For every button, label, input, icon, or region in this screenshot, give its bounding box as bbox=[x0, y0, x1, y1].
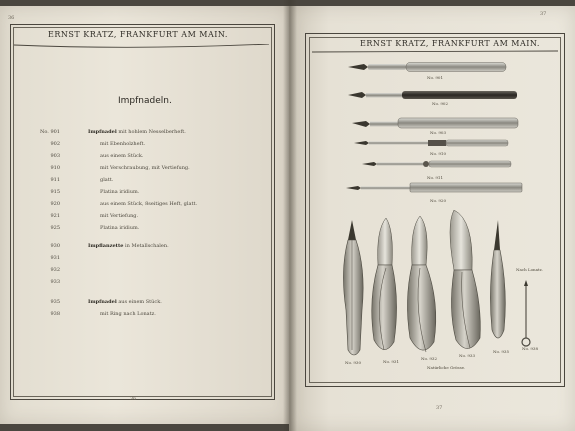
catalog-item-name: Impfnadel bbox=[88, 299, 117, 305]
left-page-header: ERNST KRATZ, FRANKFURT AM MAIN. bbox=[48, 30, 228, 39]
catalog-row bbox=[0, 213, 260, 224]
catalog-number: No. 901 bbox=[39, 129, 60, 135]
catalog-number: 925 bbox=[50, 225, 60, 231]
catalog-description: Impflanzette in Metallschalen. bbox=[88, 243, 169, 249]
label-932: No. 932 bbox=[421, 356, 438, 361]
lancet-933 bbox=[450, 210, 480, 349]
header-rule bbox=[14, 44, 270, 52]
catalog-row bbox=[0, 225, 260, 236]
catalog-description: mit Vertiefung. bbox=[100, 213, 139, 219]
book-gutter bbox=[283, 0, 297, 431]
left-footer-page-number: 36 bbox=[130, 396, 137, 402]
catalog-number: 903 bbox=[50, 153, 60, 159]
catalog-description: aus einem Stück. bbox=[100, 153, 144, 159]
catalog-row bbox=[0, 153, 260, 164]
label-920: No. 920 bbox=[430, 198, 447, 203]
catalog-row bbox=[0, 299, 260, 310]
catalog-row bbox=[0, 311, 260, 322]
label-910: No. 910 bbox=[430, 151, 447, 156]
catalog-description: mit Verschraubung, mit Vertiefung. bbox=[100, 165, 190, 171]
lancet-930 bbox=[343, 220, 363, 355]
label-935: No. 935 bbox=[493, 349, 510, 354]
caption-natural-size: Natürliche Grösse. bbox=[427, 365, 466, 370]
catalog-row bbox=[0, 129, 260, 140]
catalog-number: 915 bbox=[50, 189, 60, 195]
label-933: No. 933 bbox=[459, 353, 476, 358]
label-901: No. 901 bbox=[427, 75, 444, 80]
lancet-932 bbox=[407, 216, 435, 352]
lancet-931 bbox=[372, 218, 397, 350]
catalog-row bbox=[0, 279, 260, 290]
right-header-rule bbox=[312, 50, 558, 54]
catalog-description: glatt. bbox=[100, 177, 114, 183]
needle-911 bbox=[362, 161, 511, 167]
lancet-935 bbox=[490, 220, 505, 338]
catalog-item-name: Impflanzette bbox=[88, 243, 124, 249]
lancets-illustration bbox=[334, 210, 544, 360]
catalog-description: mit Ring nach Lonatz. bbox=[100, 311, 156, 317]
catalog-number: 933 bbox=[50, 279, 60, 285]
catalog-item-name: Impfnadel bbox=[88, 129, 117, 135]
catalog-description: Impfnadel aus einem Stück. bbox=[88, 299, 162, 305]
page-title: Impfnadeln. bbox=[118, 96, 172, 106]
catalog-description: aus einem Stück, 8seitiges Heft, glatt. bbox=[100, 201, 198, 207]
catalog-row bbox=[0, 141, 260, 152]
note-nach-lonatz: Nach Lonatz. bbox=[516, 267, 543, 272]
catalog-number: 938 bbox=[50, 311, 60, 317]
needle-920 bbox=[346, 183, 522, 192]
lancet-938 bbox=[522, 280, 530, 346]
needle-902 bbox=[348, 91, 517, 99]
catalog-row bbox=[0, 267, 260, 278]
right-footer-page-number: 37 bbox=[436, 405, 443, 411]
label-902: No. 902 bbox=[432, 101, 449, 106]
catalog-row bbox=[0, 165, 260, 176]
right-page-header: ERNST KRATZ, FRANKFURT AM MAIN. bbox=[360, 39, 540, 48]
catalog-description: mit Ebenholzheft. bbox=[100, 141, 146, 147]
catalog-number: 911 bbox=[50, 177, 60, 183]
catalog-row bbox=[0, 189, 260, 200]
catalog-description: Impfnadel mit hohlem Nesselberheft. bbox=[88, 129, 186, 135]
catalog-row bbox=[0, 255, 260, 266]
needle-910 bbox=[354, 140, 508, 146]
label-930: No. 930 bbox=[345, 360, 362, 365]
catalog-number: 921 bbox=[50, 213, 60, 219]
catalog-number: 932 bbox=[50, 267, 60, 273]
catalog-description: Platina iridium. bbox=[100, 225, 140, 231]
left-page-inner-frame bbox=[13, 27, 272, 397]
catalog-description: Platina iridium. bbox=[100, 189, 140, 195]
needle-903 bbox=[352, 118, 518, 128]
catalog-row bbox=[0, 201, 260, 212]
catalog-number: 935 bbox=[50, 299, 60, 305]
catalog-number: 910 bbox=[50, 165, 60, 171]
needle-901 bbox=[348, 63, 506, 72]
label-938: No. 938 bbox=[522, 346, 539, 351]
catalog-row bbox=[0, 177, 260, 188]
right-page-number: 37 bbox=[540, 11, 547, 17]
catalog-number: 930 bbox=[50, 243, 60, 249]
catalog-number: 931 bbox=[50, 255, 60, 261]
left-page-number: 36 bbox=[8, 15, 15, 21]
catalog-number: 902 bbox=[50, 141, 60, 147]
catalog-row bbox=[0, 243, 260, 254]
label-911: No. 911 bbox=[427, 175, 444, 180]
label-903: No. 903 bbox=[430, 130, 447, 135]
label-931: No. 931 bbox=[383, 359, 400, 364]
catalog-number: 920 bbox=[50, 201, 60, 207]
